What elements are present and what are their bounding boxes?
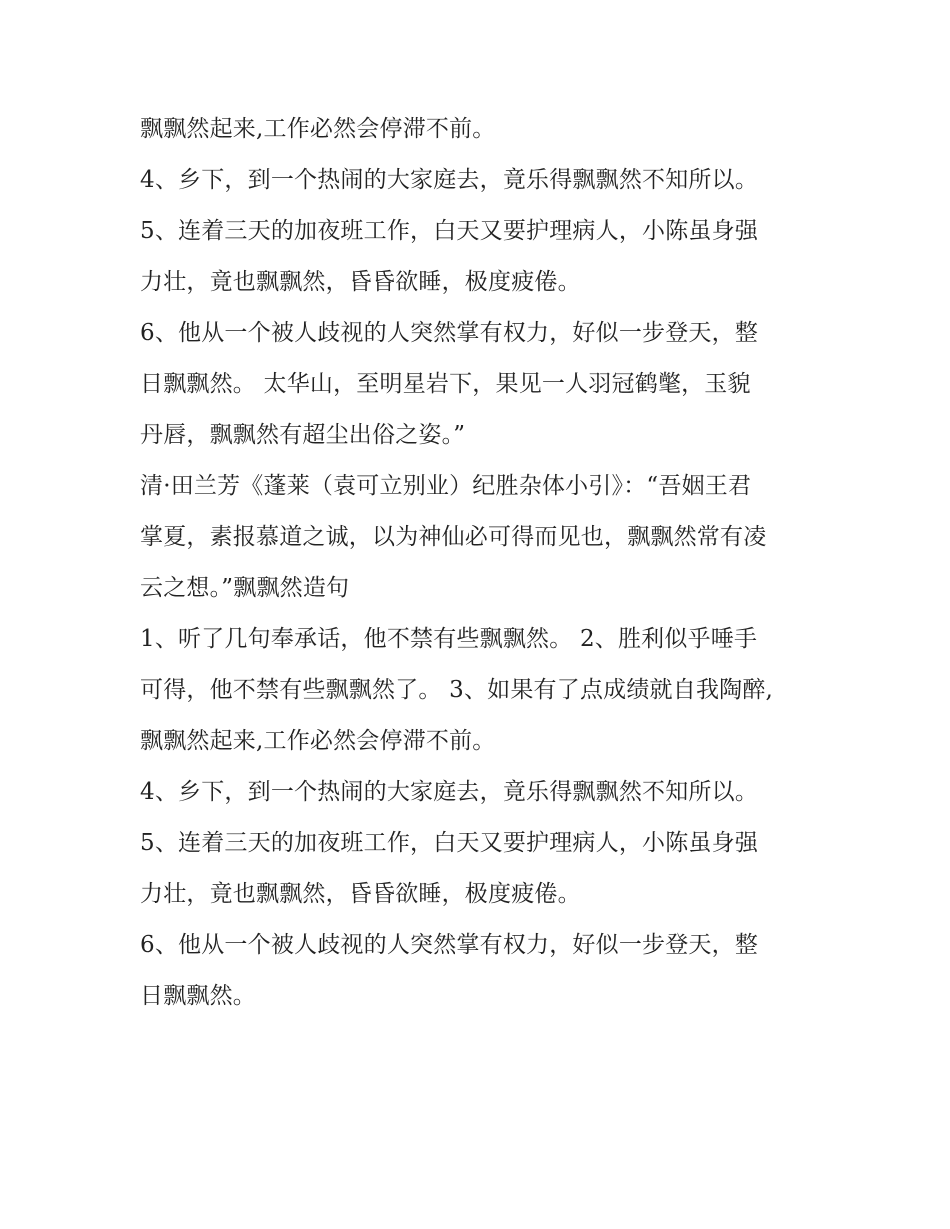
text-line-15: 5、连着三天的加夜班工作，白天又要护理病人，小陈虽身强 — [140, 830, 759, 856]
text-line-1: 飘飘然起来,工作必然会停滞不前。 — [140, 116, 496, 142]
text-line-2: 4、乡下，到一个热闹的大家庭去，竟乐得飘飘然不知所以。 — [140, 167, 759, 193]
text-line-17: 6、他从一个被人歧视的人突然掌有权力，好似一步登天，整 — [140, 932, 759, 958]
document-body — [140, 104, 830, 1022]
text-line-16: 力壮，竟也飘飘然，昏昏欲睡，极度疲倦。 — [140, 881, 581, 907]
text-line-14: 4、乡下，到一个热闹的大家庭去，竟乐得飘飘然不知所以。 — [140, 779, 759, 805]
text-line-8: 清·田兰芳《蓬莱（袁可立别业）纪胜杂体小引》：“吾姻王君 — [140, 473, 752, 499]
text-line-12: 可得，他不禁有些飘飘然了。 3、如果有了点成绩就自我陶醉, — [140, 677, 774, 703]
text-line-4: 力壮，竟也飘飘然，昏昏欲睡，极度疲倦。 — [140, 269, 581, 295]
text-line-13: 飘飘然起来,工作必然会停滞不前。 — [140, 728, 496, 754]
text-line-10: 云之想。”飘飘然造句 — [140, 575, 350, 601]
text-line-7: 丹唇，飘飘然有超尘出俗之姿。” — [140, 422, 466, 448]
text-line-6: 日飘飘然。 太华山，至明星岩下，果见一人羽冠鹤氅，玉貌 — [140, 371, 751, 397]
text-line-11: 1、听了几句奉承话，他不禁有些飘飘然。 2、胜利似乎唾手 — [140, 626, 758, 652]
text-line-18: 日飘飘然。 — [140, 983, 256, 1009]
text-line-5: 6、他从一个被人歧视的人突然掌有权力，好似一步登天，整 — [140, 320, 759, 346]
text-line-9: 掌夏，素报慕道之诚，以为神仙必可得而见也，飘飘然常有凌 — [140, 524, 767, 550]
text-line-3: 5、连着三天的加夜班工作，白天又要护理病人，小陈虽身强 — [140, 218, 759, 244]
